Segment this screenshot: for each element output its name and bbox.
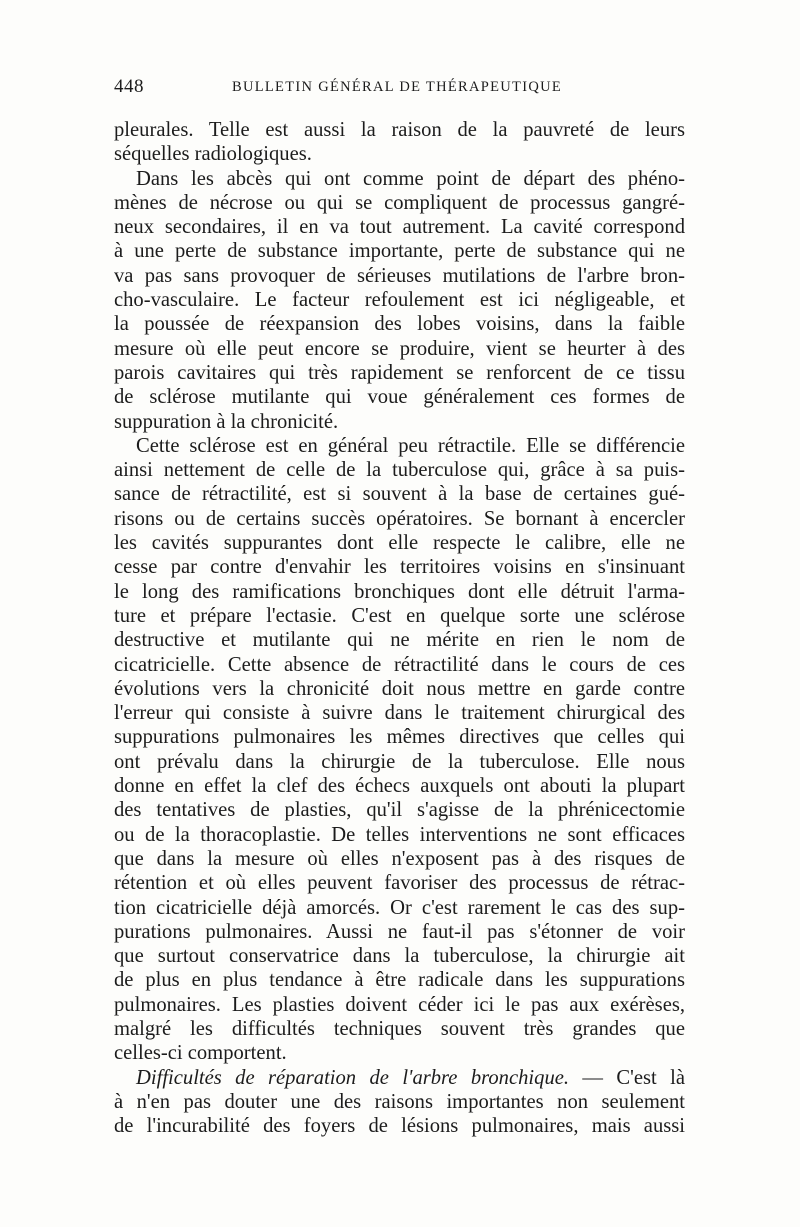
text-line: ont prévalu dans la chirurgie de la tuberculose. Elle nous [114,750,685,773]
text-line: évolutions vers la chronicité doit nous mettre en garde contre [114,677,685,700]
text-line: à une perte de substance importante, perte de substance qui ne [114,240,685,263]
text-line: pulmonaires. Les plasties doivent céder ici le pas aux exérèses, [114,993,685,1016]
text-line: à n'en pas douter une des raisons importantes non seulement [114,1090,685,1113]
text-line: le long des ramifications bronchiques dont elle détruit l'arma- [114,580,685,603]
paragraph-start-line: Dans les abcès qui ont comme point de départ des phéno- [136,167,685,190]
text-line: donne en effet la clef des échecs auxquels ont abouti la plupart [114,775,685,798]
text-line: parois cavitaires qui très rapidement se renforcent de ce tissu [114,361,685,384]
text-line: cesse par contre d'envahir les territoires voisins en s'insinuant [114,556,685,579]
running-head: BULLETIN GÉNÉRAL DE THÉRAPEUTIQUE [232,79,563,95]
page-number: 448 [114,76,144,97]
text-line: celles-ci comportent. [114,1042,287,1065]
section-heading-continuation: — C'est là [569,1066,685,1089]
text-line: ture et prépare l'ectasie. C'est en quelque sorte une sclérose [114,604,685,627]
text-line: cicatricielle. Cette absence de rétractilité dans le cours de ces [114,653,685,676]
section-heading-line [114,1066,685,1090]
text-line: que surtout conservatrice dans la tuberculose, la chirurgie ait [114,945,685,968]
text-line: va pas sans provoquer de sérieuses mutilations de l'arbre bron- [114,264,685,287]
text-line: neux secondaires, il en va tout autrement. La cavité correspond [114,216,685,239]
text-line: de sclérose mutilante qui voue généralement ces formes de [114,386,685,409]
text-line: les cavités suppurantes dont elle respecte le calibre, elle ne [114,532,685,555]
text-line: pleurales. Telle est aussi la raison de la pauvreté de leurs [114,119,685,141]
text-line: ainsi nettement de celle de la tuberculose qui, grâce à sa puis- [114,459,685,482]
text-line: la poussée de réexpansion des lobes voisins, dans la faible [114,313,685,336]
text-line: tion cicatricielle déjà amorcés. Or c'est rarement le cas des sup- [114,896,685,919]
paragraph-start-line: Cette sclérose est en général peu rétractile. Elle se différencie [136,434,685,457]
text-line: cho-vasculaire. Le facteur refoulement est ici négligeable, et [114,289,685,312]
text-line: purations pulmonaires. Aussi ne faut-il pas s'étonner de voir [114,920,685,943]
text-line: destructive et mutilante qui ne mérite en rien le nom de [114,629,685,652]
text-line: mesure où elle peut encore se produire, vient se heurter à des [114,337,685,360]
text-line: risons ou de certains succès opératoires. Se bornant à encercler [114,507,685,530]
text-line: de plus en plus tendance à être radicale dans les suppurations [114,969,685,992]
text-line: séquelles radiologiques. [114,143,312,166]
text-line: malgré les difficultés techniques souvent très grandes que [114,1017,685,1040]
section-heading: Difficultés de réparation de l'arbre bronchique. [136,1066,570,1089]
text-line: mènes de nécrose ou qui se compliquent de processus gangré- [114,191,685,214]
text-line: des tentatives de plasties, qu'il s'agisse de la phrénicectomie [114,799,685,822]
text-line: l'erreur qui consiste à suivre dans le traitement chirurgical des [114,702,685,725]
text-line: suppurations pulmonaires les mêmes directives que celles qui [114,726,685,749]
text-line: que dans la mesure où elles n'exposent pas à des risques de [114,847,685,870]
body-text [114,118,685,1138]
text-line: rétention et où elles peuvent favoriser des processus de rétrac- [114,872,685,895]
text-line: suppuration à la chronicité. [114,410,339,433]
text-line: de l'incurabilité des foyers de lésions pulmonaires, mais aussi [114,1115,685,1138]
text-line: ou de la thoracoplastie. De telles interventions ne sont efficaces [114,823,685,846]
text-line: sance de rétractilité, est si souvent à la base de certaines gué- [114,483,685,506]
page-header [114,76,685,100]
